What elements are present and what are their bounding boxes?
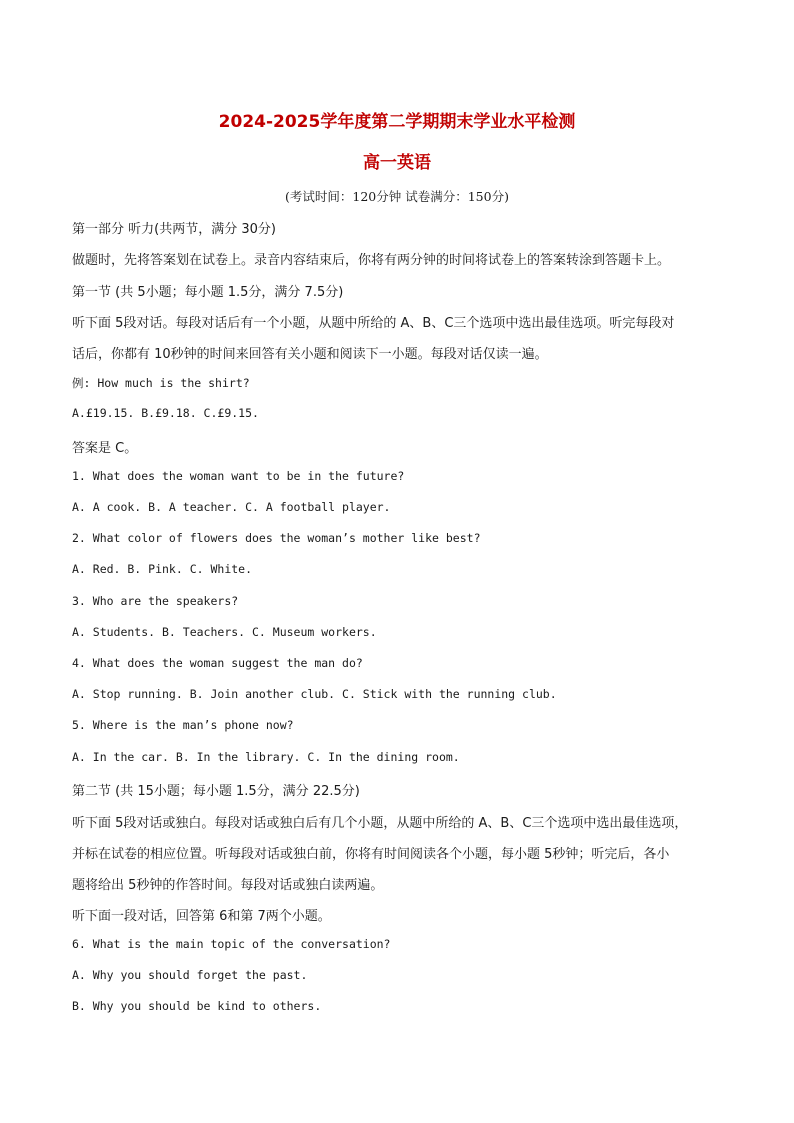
answer-options: A. Students. B. Teachers. C. Museum workers. [72,625,377,639]
example-options: A.£19.15. B.£9.18. C.£9.15. [72,406,259,420]
example-answer: 答案是 C。 [72,441,138,456]
instruction-line: 听下面 5段对话或独白。每段对话或独白后有几个小题，从题中所给的 A、B、C三个选项中选出最佳选项， [72,816,688,831]
section-heading: 第二节 (共 15小题；每小题 1.5分，满分 22.5分) [72,784,360,799]
exam-subtitle: 高一英语 [363,153,431,173]
question: 6. What is the main topic of the conversation? [72,937,391,951]
example-question: 例: How much is the shirt? [72,376,250,390]
instruction-line: 并标在试卷的相应位置。听每段对话或独白前，你将有时间阅读各个小题，每小题 5秒钟；听完后，各小 [72,847,670,862]
dialogue-instruction: 听下面一段对话，回答第 6和第 7两个小题。 [72,909,331,924]
instruction-line: 做题时，先将答案划在试卷上。录音内容结束后，你将有两分钟的时间将试卷上的答案转涂到答题卡上。 [72,253,671,268]
section-heading: 第一节 (共 5小题；每小题 1.5分，满分 7.5分) [72,285,344,300]
instruction-line: 题将给出 5秒钟的作答时间。每段对话或独白读两遍。 [72,878,384,893]
answer-options: A. In the car. B. In the library. C. In the dining room. [72,750,460,764]
question: 3. Who are the speakers? [72,594,239,608]
question: 1. What does the woman want to be in the future? [72,469,405,483]
exam-title: 2024-2025学年度第二学期期末学业水平检测 [218,112,576,132]
answer-options: A. A cook. B. A teacher. C. A football player. [72,500,391,514]
question: 5. Where is the man’s phone now? [72,718,294,732]
instruction-line: 听下面 5段对话。每段对话后有一个小题，从题中所给的 A、B、C三个选项中选出最佳选项。听完每段对 [72,316,675,331]
exam-info: (考试时间：120分钟 试卷满分：150分) [285,189,509,204]
answer-option: B. Why you should be kind to others. [72,999,322,1013]
answer-options: A. Red. B. Pink. C. White. [72,562,253,576]
answer-option: A. Why you should forget the past. [72,968,308,982]
question: 2. What color of flowers does the woman’s mother like best? [72,531,481,545]
question: 4. What does the woman suggest the man do? [72,656,363,670]
answer-options: A. Stop running. B. Join another club. C. Stick with the running club. [72,687,557,701]
instruction-line: 话后，你都有 10秒钟的时间来回答有关小题和阅读下一小题。每段对话仅读一遍。 [72,347,548,362]
part-heading: 第一部分 听力(共两节，满分 30分) [72,222,276,237]
